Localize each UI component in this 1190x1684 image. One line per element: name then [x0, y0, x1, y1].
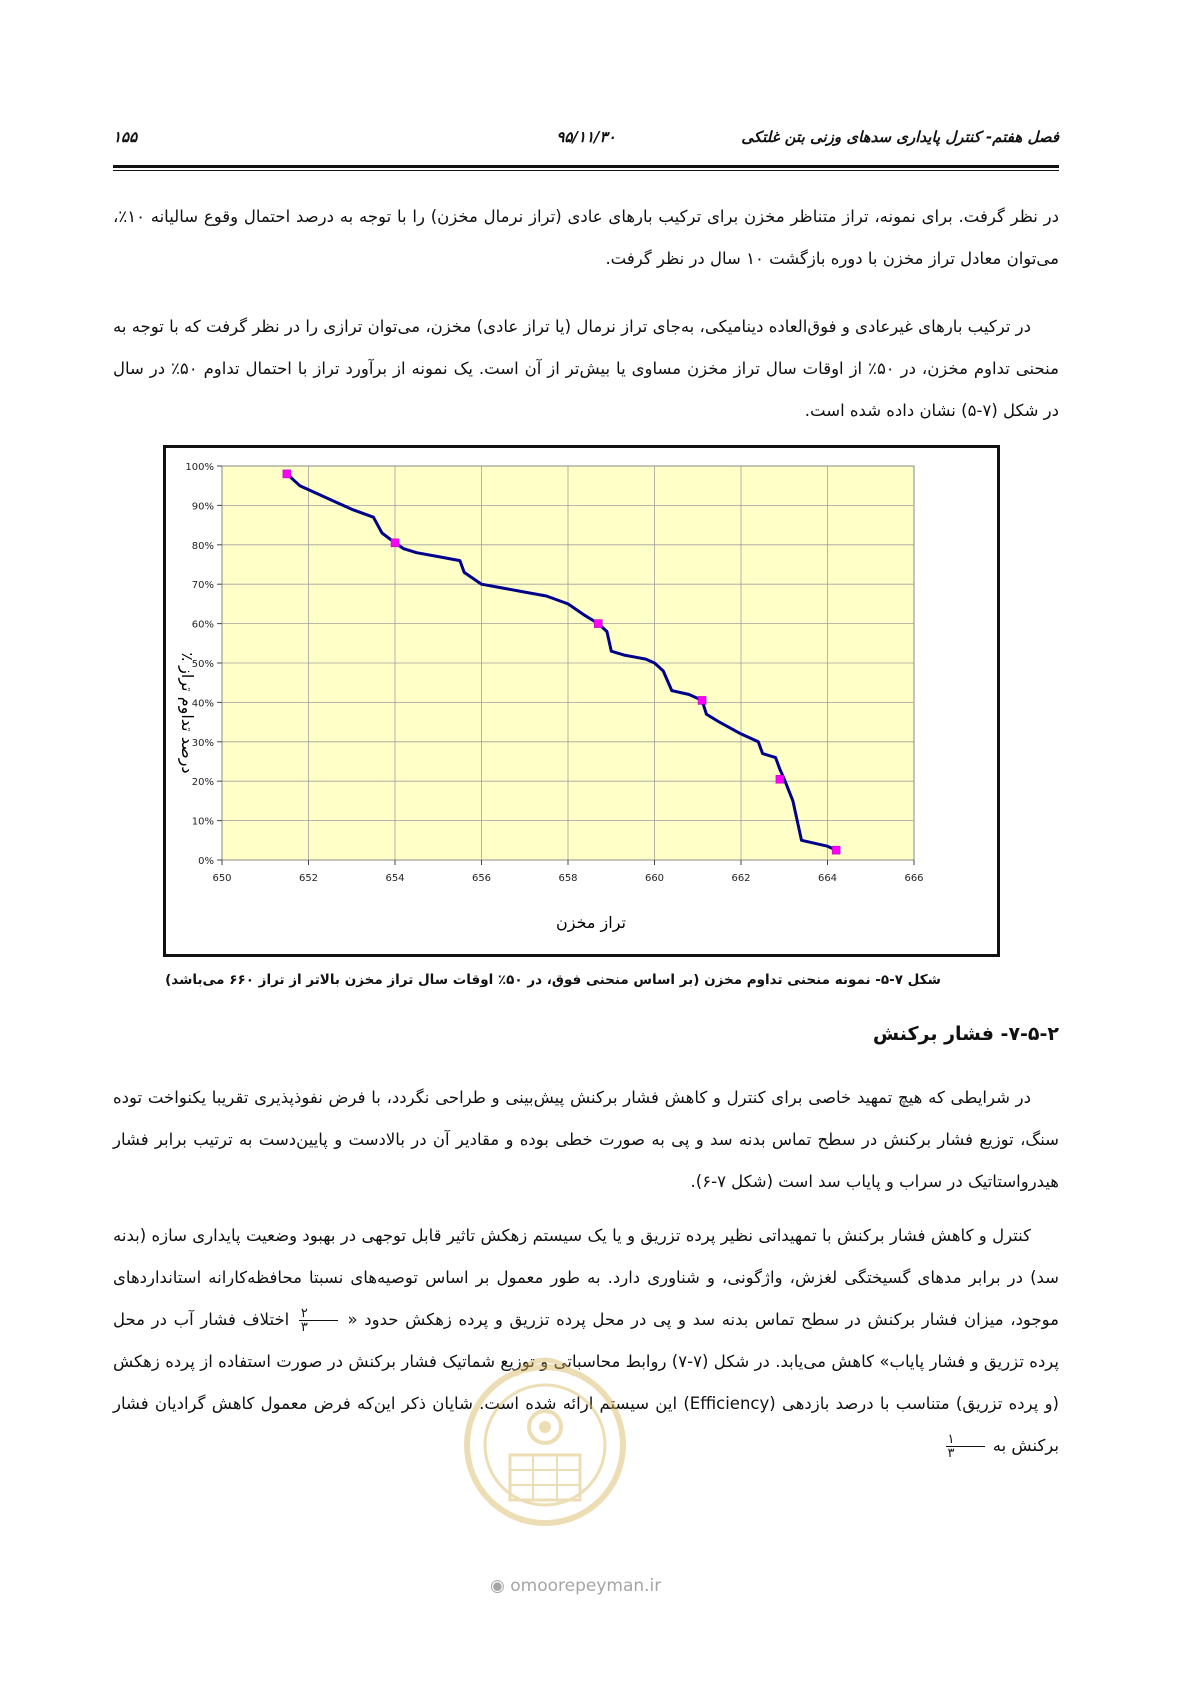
paragraph-1: در نظر گرفت. برای نمونه، تراز متناظر مخزن برای ترکیب بارهای عادی (تراز نرمال مخزن) را با توجه به درصد احتمال وقوع سالیانه ۱۰٪، می‌توان معادل تراز مخزن با دوره بازگشت ۱۰ سال در نظر گرفت.	[113, 207, 1059, 268]
y-tick-label: 50%	[191, 659, 214, 670]
watermark-url	[490, 1576, 661, 1596]
header-rule-thick	[113, 165, 1059, 168]
y-axis-label: درصد تداوم تراز ٪	[178, 652, 197, 774]
y-tick-label: 100%	[185, 462, 214, 473]
x-tick-label: 652	[298, 873, 319, 884]
page-header	[113, 128, 1059, 154]
figure-caption: شکل ۷-۵- نمونه منحنی تداوم مخزن (بر اساس منحنی فوق، در ۵۰٪ اوقات سال تراز مخزن بالاتر از تراز ۶۶۰ می‌باشد)	[165, 972, 941, 988]
y-tick-label: 30%	[191, 737, 214, 749]
page-number: ۱۵۵	[113, 128, 138, 146]
fraction-denominator: ۳	[300, 1320, 308, 1335]
x-tick-label: 660	[644, 873, 665, 884]
x-axis-label: تراز مخزن	[555, 913, 627, 932]
header-date: ۹۵/۱۱/۳۰	[556, 128, 616, 146]
y-tick-label: 60%	[191, 619, 214, 631]
x-tick-label: 650	[212, 873, 232, 884]
header-rule-thin	[113, 170, 1059, 171]
fraction-one-third	[946, 1433, 985, 1460]
y-tick-label: 90%	[191, 501, 214, 513]
data-marker	[776, 775, 784, 783]
y-tick-label: 70%	[191, 580, 214, 592]
data-marker	[283, 470, 291, 478]
y-tick-label: 0%	[198, 856, 214, 867]
globe-icon: ◉	[490, 1576, 511, 1596]
x-tick-label: 654	[385, 873, 405, 884]
section-title: ۷-۵-۲- فشار برکنش	[872, 1023, 1059, 1045]
y-tick-label: 80%	[191, 540, 214, 552]
data-marker	[391, 539, 399, 547]
data-marker	[832, 846, 840, 854]
x-tick-label: 656	[471, 873, 492, 884]
watermark-url-text: omoorepeyman.ir	[510, 1576, 662, 1596]
data-marker	[594, 620, 602, 628]
chapter-title: فصل هفتم- کنترل پایداری سدهای وزنی بتن غلتکی	[741, 128, 1059, 146]
y-tick-label: 10%	[191, 816, 214, 828]
y-tick-label: 40%	[191, 698, 214, 710]
x-tick-label: 662	[731, 873, 751, 884]
x-tick-label: 664	[817, 873, 838, 884]
chart-svg	[166, 448, 997, 954]
y-tick-label: 20%	[191, 777, 214, 789]
paragraph-2: در ترکیب بارهای غیرعادی و فوق‌العاده دینامیکی، به‌جای تراز نرمال (یا تراز عادی) مخزن، می‌توان ترازی را در نظر گرفت که با توجه به منحنی تداوم مخزن، در ۵۰٪ از اوقات سال تراز مخزن مساوی یا بیش‌تر از آن است. یک نمونه از برآورد تراز با احتمال تداوم ۵۰٪ در سال در شکل (۷-۵) نشان داده شده است.	[113, 317, 1060, 420]
fraction-numerator: ۱	[946, 1433, 985, 1447]
data-marker	[698, 696, 706, 704]
reservoir-duration-chart	[163, 445, 1000, 957]
fraction-denominator: ۳	[947, 1446, 955, 1461]
fraction-numerator: ۲	[299, 1307, 338, 1321]
x-tick-label: 666	[904, 873, 924, 884]
paragraph-3: در شرایطی که هیچ تمهید خاصی برای کنترل و کاهش فشار برکنش پیش‌بینی و طراحی نگردد، با فرض نفوذپذیری تقریبا یکنواخت توده سنگ، توزیع فشار برکنش در سطح تماس بدنه سد و پی به صورت خطی بوده و مقادیر آن در بالادست و پایین‌دست به ترتیب برابر فشار هیدرواستاتیک در سراب و پایاب سد است (شکل ۷-۶).	[113, 1088, 1059, 1191]
fraction-two-thirds	[299, 1307, 338, 1334]
x-tick-label: 658	[558, 873, 578, 884]
watermark-seal-icon	[455, 1335, 635, 1545]
paragraph-4-part-1: کنترل و کاهش فشار برکنش با تمهیداتی نظیر پرده تزریق و یا یک سیستم زهکش تاثیر قابل توجهی در بهبود وضعیت پایداری سازه (بدنه سد) در برابر مدهای گسیختگی لغزش، واژگونی، و شناوری دارد. به طور معمول بر اساس توصیه‌های نسبتا محافظه‌کارانه استانداردهای موجود، میزان فشار برکنش در سطح تماس بدنه سد و پی در محل پرده تزریق و پرده زهکش حدود «	[113, 1226, 1060, 1329]
paragraph-4-part-2: اختلاف فشار آب در محل پرده تزریق و فشار پایاب» کاهش می‌یابد. در شکل (۷-۷) روابط محاسباتی و توزیع شماتیک فشار برکنش در صورت استفاده از پرده زهکش (و پرده تزریق) متناسب با درصد بازدهی (Efficiency) این سیستم ارائه شده است. شایان ذکر این‌که فرض معمول کاهش گرادیان فشار برکنش به	[113, 1310, 1059, 1455]
